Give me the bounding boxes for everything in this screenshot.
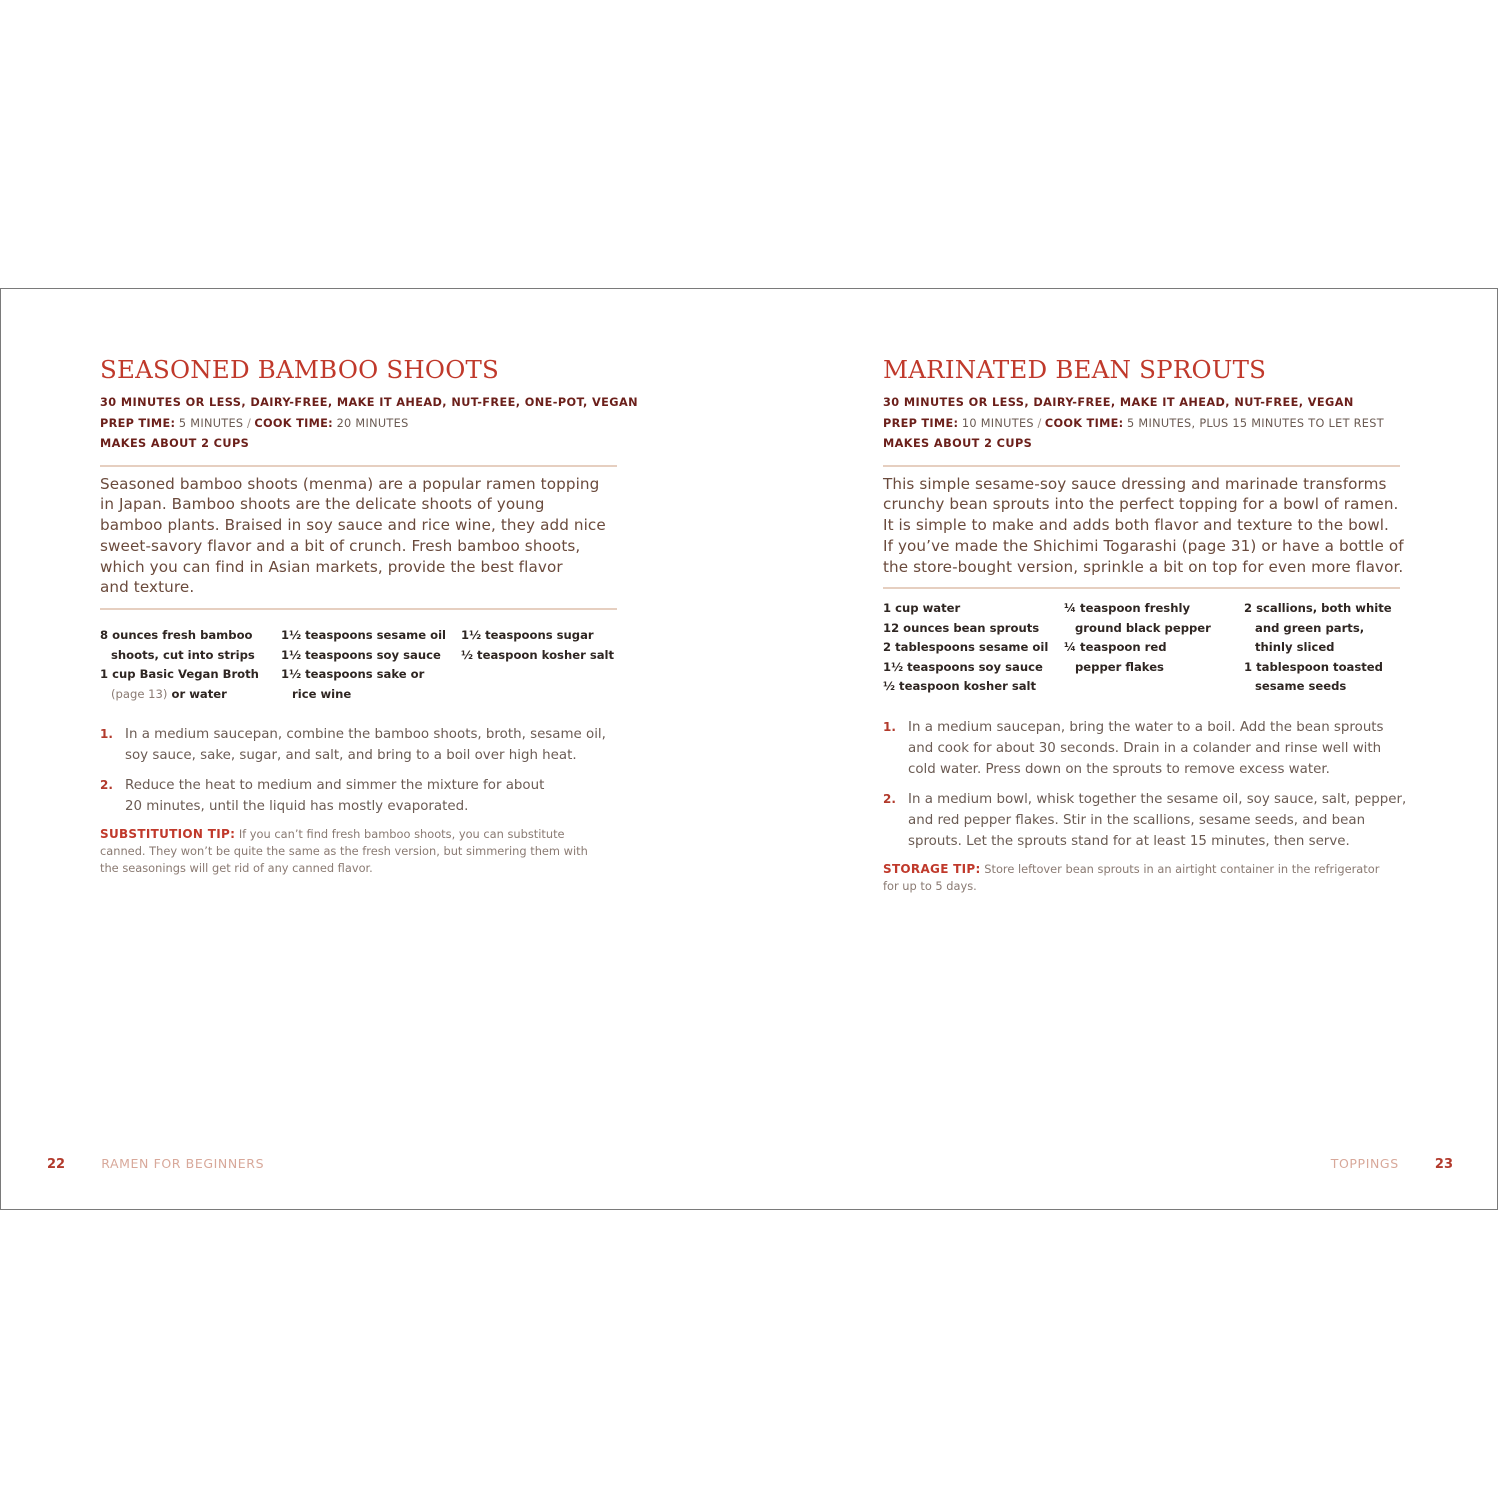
left-page <box>1 289 750 1209</box>
ingredient-column: 1 cup water 12 ounces bean sprouts 2 tablespoons sesame oil 1½ teaspoons soy sauce ½ teaspoon kosher salt <box>883 601 1049 694</box>
recipe-title: SEASONED BAMBOO SHOOTS <box>100 355 500 384</box>
recipe-intro: Seasoned bamboo shoots (menma) are a popular ramen topping in Japan. Bamboo shoots are the delicate shoots of young bamboo plants. Braised in soy sauce and rice wine, they add nice sweet-savory flavor and a bit of crunch. Fresh bamboo shoots, which you can find in Asian markets, provide the best flavor and texture. <box>100 474 606 597</box>
ingredient-column: 8 ounces fresh bamboo shoots, cut into strips 1 cup Basic Vegan Broth (page 13) or water <box>100 628 259 701</box>
recipe-title: MARINATED BEAN SPROUTS <box>883 355 1267 384</box>
step-item: 1. In a medium saucepan, bring the water to a boil. Add the bean sprouts and cook for about 30 seconds. Drain in a colander and rinse well with cold water. Press down on the sprouts to remove excess water. <box>883 719 1384 777</box>
storage-tip: STORAGE TIP: Store leftover bean sprouts in an airtight container in the refrigerator for up to 5 days. <box>883 861 1380 893</box>
running-head: RAMEN FOR BEGINNERS <box>101 1156 265 1171</box>
page-footer <box>47 1156 264 1172</box>
recipe-steps <box>883 717 1407 852</box>
substitution-tip: SUBSTITUTION TIP: If you can’t find fresh bamboo shoots, you can substitute canned. They won’t be quite the same as the fresh version, but simmering them with the seasonings will get rid of any canned flavor. <box>100 827 588 876</box>
left-recipe <box>100 355 638 877</box>
step-item: 2. In a medium bowl, whisk together the sesame oil, soy sauce, salt, pepper, and red pepper flakes. Stir in the scallions, sesame seeds, and bean sprouts. Let the sprouts stand for at least 15 minutes, then serve. <box>883 791 1407 849</box>
ingredient-column: ¼ teaspoon freshly ground black pepper ¼ teaspoon red pepper flakes <box>1064 601 1211 674</box>
recipe-times: PREP TIME: 5 MINUTES / COOK TIME: 20 MINUTES <box>100 416 409 430</box>
page-footer <box>1331 1156 1453 1172</box>
divider <box>883 465 1400 467</box>
divider <box>100 465 617 467</box>
step-item: 2. Reduce the heat to medium and simmer the mixture for about 20 minutes, until the liquid has mostly evaporated. <box>100 778 545 815</box>
ingredient-list <box>883 599 1401 697</box>
right-recipe <box>883 355 1407 895</box>
book-spread <box>0 288 1498 1210</box>
recipe-steps <box>100 724 618 817</box>
running-head: TOPPINGS <box>1330 1156 1399 1171</box>
page-number: 22 <box>47 1157 66 1172</box>
ingredient-list <box>100 626 618 704</box>
ingredient-column: 2 scallions, both white and green parts, thinly sliced 1 tablespoon toasted sesame seeds <box>1244 601 1392 694</box>
recipe-labels: 30 MINUTES OR LESS, DAIRY-FREE, MAKE IT AHEAD, NUT-FREE, VEGAN <box>883 396 1354 409</box>
ingredient-column: 1½ teaspoons sugar ½ teaspoon kosher salt <box>461 628 615 662</box>
ingredient-column: 1½ teaspoons sesame oil 1½ teaspoons soy sauce 1½ teaspoons sake or rice wine <box>281 628 447 701</box>
page-number: 23 <box>1434 1157 1453 1172</box>
divider <box>883 587 1400 589</box>
recipe-labels: 30 MINUTES OR LESS, DAIRY-FREE, MAKE IT AHEAD, NUT-FREE, ONE-POT, VEGAN <box>100 396 638 409</box>
recipe-yield: MAKES ABOUT 2 CUPS <box>883 437 1033 450</box>
divider <box>100 608 617 610</box>
recipe-times: PREP TIME: 10 MINUTES / COOK TIME: 5 MINUTES, PLUS 15 MINUTES TO LET REST <box>883 416 1384 430</box>
recipe-yield: MAKES ABOUT 2 CUPS <box>100 437 250 450</box>
step-item: 1. In a medium saucepan, combine the bamboo shoots, broth, sesame oil, soy sauce, sake, sugar, and salt, and bring to a boil over high heat. <box>100 727 606 764</box>
right-page <box>750 289 1499 1209</box>
recipe-intro: This simple sesame-soy sauce dressing and marinade transforms crunchy bean sprouts into the perfect topping for a bowl of ramen. It is simple to make and adds both flavor and texture to the bowl. If you’ve made the Shichimi Togarashi (page 31) or have a bottle of the store-bought version, sprinkle a bit on top for even more flavor. <box>883 474 1404 576</box>
